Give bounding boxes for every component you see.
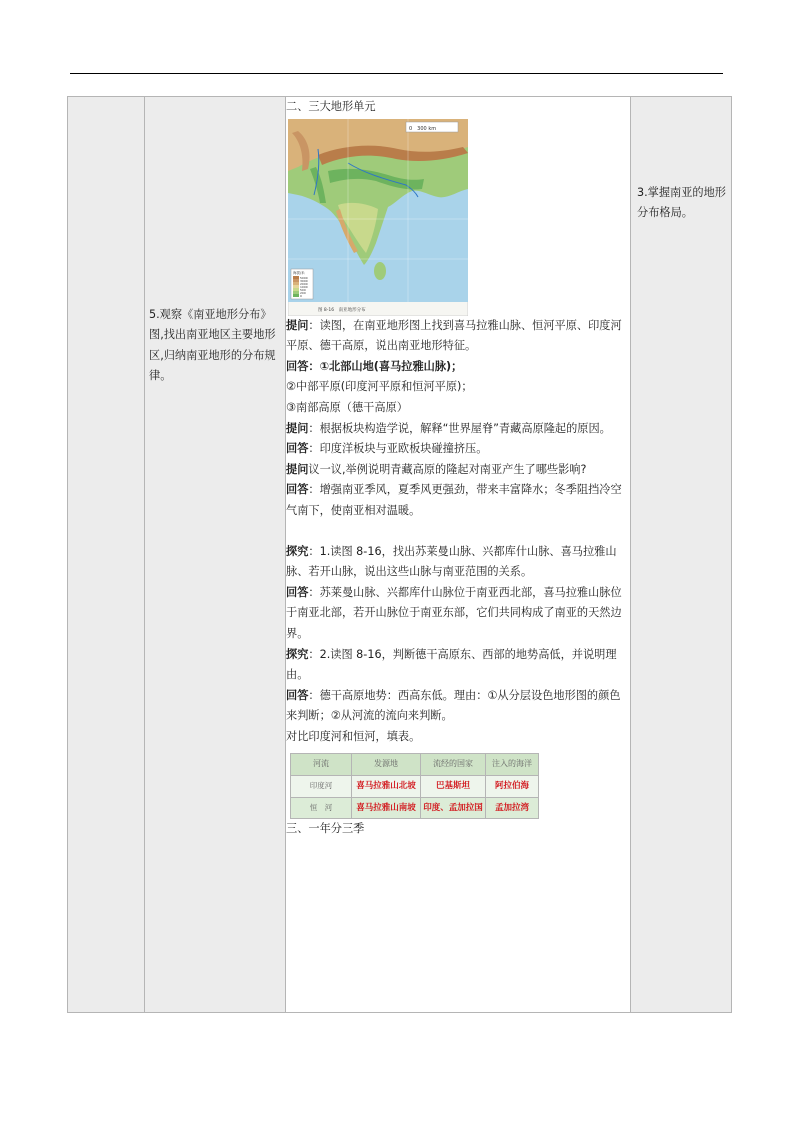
explore-label: 探究 (286, 647, 309, 661)
table-cell: 喜马拉雅山北坡 (352, 776, 421, 798)
explore-1 (286, 542, 630, 583)
legend-value: 2000 (300, 281, 308, 286)
table-row (291, 776, 539, 798)
answer-label: 回答 (286, 585, 309, 599)
question-3 (286, 460, 630, 481)
question-text: ：读图，在南亚地形图上找到喜马拉雅山脉、恒河平原、印度河平原、德干高原，说出南亚地形特征。 (286, 318, 622, 353)
map-legend-title: 海拔/米 (293, 270, 305, 275)
answer-2 (286, 439, 630, 460)
river-comparison-table (290, 753, 539, 819)
legend-value: 200 (300, 290, 306, 295)
explore-answer-1 (286, 583, 630, 645)
legend-value: 3000 (300, 278, 308, 283)
question-text: ：根据板块构造学说，解释“世界屋脊”青藏高原隆起的原因。 (308, 421, 611, 435)
table-header-row (291, 754, 539, 776)
answer-text: ：德干高原地势：西高东低。理由：①从分层设色地形图的颜色来判断；②从河流的流向来判断。 (286, 688, 621, 723)
answer-3 (286, 480, 630, 521)
question-1 (286, 316, 630, 357)
south-asia-terrain-map (288, 119, 468, 316)
explore-2 (286, 645, 630, 686)
explore-label: 探究 (286, 544, 309, 558)
map-scale-label: 0 300 km (409, 125, 437, 132)
table-cell: 印度、孟加拉国 (421, 797, 486, 819)
map-caption: 图 8-16 南亚地形分布 (318, 307, 366, 313)
answer-label: 回答 (286, 359, 309, 373)
explore-text: ：2.读图 8-16，判断德干高原东、西部的地势高低，并说明理由。 (286, 647, 617, 682)
legend-value: 1000 (300, 284, 308, 289)
lesson-table (67, 96, 732, 1013)
answer-1-line-2: ②中部平原(印度河平原和恒河平原)； (286, 380, 473, 394)
table-row (291, 797, 539, 819)
table-cell: 巴基斯坦 (421, 776, 486, 798)
section-title: 三、一年分三季 (286, 822, 365, 836)
table-header-cell: 流经的国家 (421, 754, 486, 776)
compare-instruction: 对比印度河和恒河，填表。 (286, 729, 421, 743)
answer-text: ：苏莱曼山脉、兴都库什山脉位于南亚西北部，喜马拉雅山脉位于南亚北部，若开山脉位于南亚东部，它们共同构成了南亚的天然边界。 (286, 585, 622, 640)
table-cell: 阿拉伯海 (486, 776, 539, 798)
objective-column (631, 97, 732, 1013)
question-label: 提问 (286, 421, 309, 435)
content-column (286, 97, 631, 1013)
table-header-cell: 河流 (291, 754, 352, 776)
table-cell: 喜马拉雅山南坡 (352, 797, 421, 819)
activity-column (145, 97, 286, 1013)
answer-1-line-1 (286, 357, 630, 378)
table-cell: 印度河 (291, 776, 352, 798)
answer-text: ：印度洋板块与亚欧板块碰撞挤压。 (308, 442, 488, 456)
explore-text: ：1.读图 8-16，找出苏莱曼山脉、兴都库什山脉、喜马拉雅山脉、若开山脉，说出这些山脉与南亚范围的关系。 (286, 544, 617, 579)
terrain-map-image (288, 119, 468, 316)
answer-text: ：①北部山地(喜马拉雅山脉)； (308, 359, 463, 373)
section-title: 二、三大地形单元 (286, 100, 376, 113)
table-cell: 恒 河 (291, 797, 352, 819)
explore-answer-2 (286, 686, 630, 727)
legend-value: 5000 (300, 275, 308, 280)
question-label: 提问 (286, 318, 309, 332)
answer-label: 回答 (286, 688, 309, 702)
objective-text: 3.掌握南亚的地形分布格局。 (637, 186, 726, 220)
question-2 (286, 419, 630, 440)
header-rule (70, 73, 723, 74)
blank-column (68, 97, 145, 1013)
answer-text: ：增强南亚季风，夏季风更强劲，带来丰富降水；冬季阻挡冷空气南下，使南亚相对温暖。 (286, 483, 622, 517)
question-text: 议一议,举例说明青藏高原的隆起对南亚产生了哪些影响? (308, 462, 587, 476)
question-label: 提问 (286, 462, 309, 476)
answer-label: 回答 (286, 483, 309, 497)
answer-label: 回答 (286, 442, 309, 456)
answer-1-line-3: ③南部高原（德干高原） (286, 400, 408, 414)
legend-value: 500 (300, 287, 306, 292)
table-cell: 孟加拉湾 (486, 797, 539, 819)
legend-value: 0 (300, 293, 302, 298)
activity-text: 5.观察《南亚地形分布》图,找出南亚地区主要地形区,归纳南亚地形的分布规律。 (149, 308, 276, 383)
table-header-cell: 发源地 (352, 754, 421, 776)
table-header-cell: 注入的海洋 (486, 754, 539, 776)
